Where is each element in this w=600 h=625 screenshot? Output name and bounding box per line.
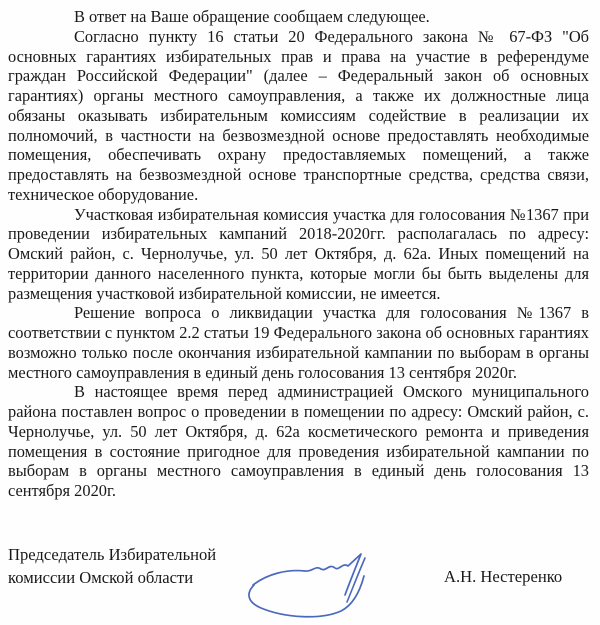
signer-title-line2: комиссии Омской области [8, 567, 194, 587]
paragraph-current-status: В настоящее время перед администрацией Омского муниципального района поставлен вопрос о проведении в помещении по адресу: Омский район, с. Чернолучье, ул. 50 лет Октября, д. 62а косметического ремонта и приведения помещения в состояние пригодное для проведения избирательной кампании по выборам в органы местного самоуправления в единый день голосования 13 сентября 2020г. [8, 382, 589, 500]
signature-ink [243, 549, 423, 624]
signer-name: А.Н. Нестеренко [444, 567, 563, 586]
letter-body [8, 7, 589, 501]
paragraph-liquidation-decision: Решение вопроса о ликвидации участка для голосования №1367 в соответствии с пунктом 2.2 статьи 19 Федерального закона об основных гарантиях возможно только после окончания избирательной кампании по выборам в органы местного самоуправления в единый день голосования 13 сентября 2020г. [8, 303, 589, 382]
paragraph-commission-location: Участковая избирательная комиссия участка для голосования №1367 при проведении избирательных кампаний 2018-2020гг. располагалась по адресу: Омский район, с. Чернолучье, ул. 50 лет Октября, д. 62а. Иных помещений на территории данного населенного пункта, которые могли бы быть выделены для размещения участковой избирательной комиссии, не имеется. [8, 204, 589, 303]
signer-title [8, 544, 216, 589]
paragraph-intro: В ответ на Ваше обращение сообщаем следующее. [74, 7, 430, 26]
paragraph-law-citation: Согласно пункту 16 статьи 20 Федерального закона № 67-ФЗ "Об основных гарантиях избирательных прав и права на участие в референдуме граждан Российской Федерации" (далее – Федеральный закон об основных гарантиях) органы местного самоуправления, а также их должностные лица обязаны оказывать избирательным комиссиям содействие в реализации их полномочий, в частности на безвозмездной основе предоставлять необходимые помещения, обеспечивать охрану предоставляемых помещений, а также предоставлять на безвозмездной основе транспортные средства, средства связи, техническое оборудование. [8, 26, 589, 204]
signer-title-line1: Председатель Избирательной [8, 545, 217, 564]
